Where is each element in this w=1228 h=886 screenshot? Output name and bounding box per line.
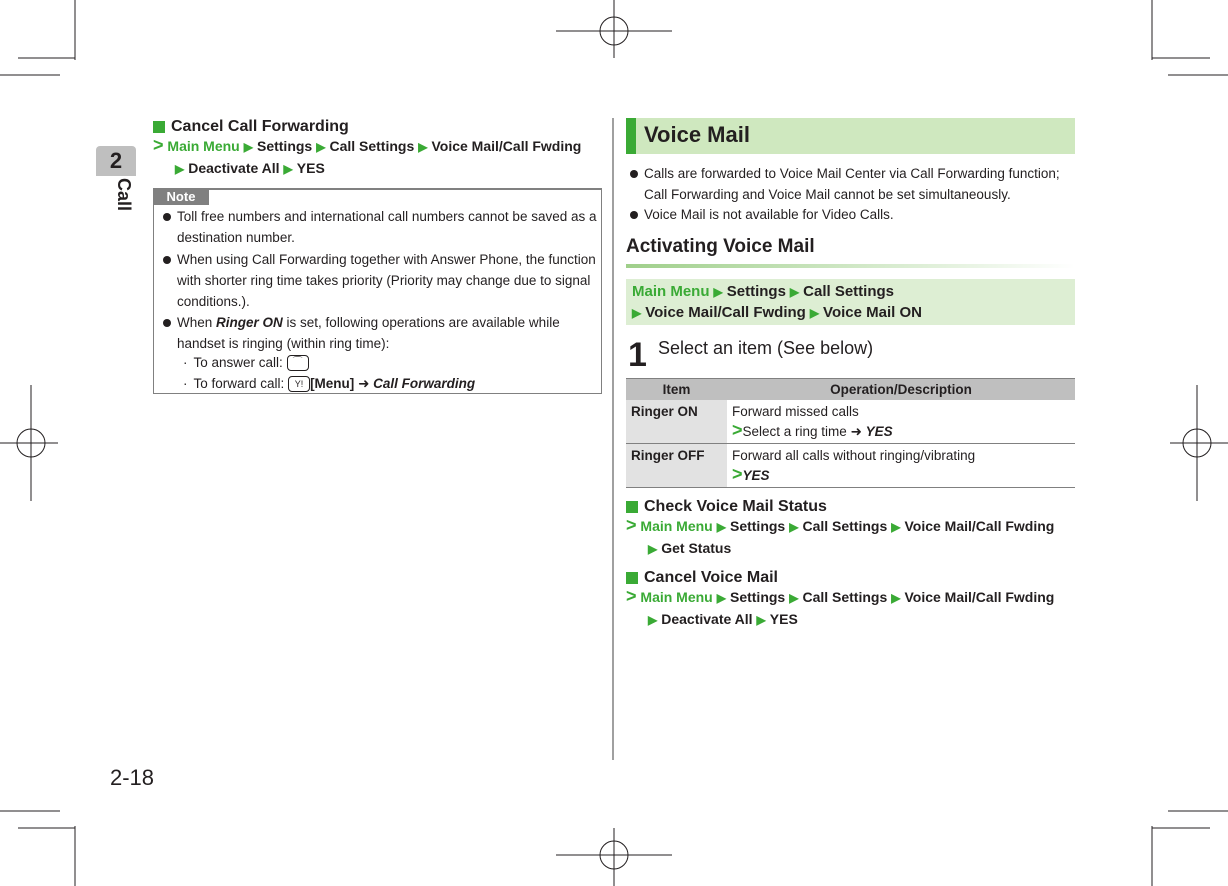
path-main-menu[interactable]: Main Menu xyxy=(640,518,713,534)
check-voice-mail-status-heading: Check Voice Mail Status xyxy=(626,498,827,516)
triangle-arrow-icon: ▶ xyxy=(891,520,901,534)
cancel-voice-mail-path xyxy=(626,587,1078,631)
cancel-call-forwarding-heading: Cancel Call Forwarding xyxy=(153,118,349,136)
path-call-settings[interactable]: Call Settings xyxy=(329,138,415,154)
bullet-dot-icon xyxy=(163,256,171,264)
square-bullet-icon xyxy=(626,501,638,513)
activating-voice-mail-heading: Activating Voice Mail xyxy=(626,236,815,257)
table-row xyxy=(626,444,1075,488)
chapter-name: Call xyxy=(114,178,134,212)
path-voice-mail-fwding[interactable]: Voice Mail/Call Fwding xyxy=(904,589,1055,605)
triangle-arrow-icon: ▶ xyxy=(716,591,726,605)
path-settings[interactable]: Settings xyxy=(729,518,786,534)
call-key-icon: ⌒ xyxy=(287,355,309,371)
ringer-on-emphasis: Ringer ON xyxy=(216,315,283,330)
voice-mail-header-accent xyxy=(626,118,636,154)
chapter-number-tab: 2 xyxy=(96,146,136,176)
path-deactivate-all[interactable]: Deactivate All xyxy=(661,611,753,627)
triangle-arrow-icon: ▶ xyxy=(175,162,185,176)
note-bullet-1: Toll free numbers and international call numbers cannot be saved as a destination number. xyxy=(177,206,597,248)
chevron-right-icon: > xyxy=(626,586,637,606)
triangle-arrow-icon: ▶ xyxy=(243,140,253,154)
path-deactivate-all[interactable]: Deactivate All xyxy=(188,160,280,176)
table-header-row xyxy=(626,379,1075,401)
square-bullet-icon xyxy=(626,572,638,584)
table-cell-item[interactable]: Ringer OFF xyxy=(626,444,727,488)
note-bullet-2: When using Call Forwarding together with Answer Phone, the function with shorter ring time takes priority (Priority may change due to signal conditions.). xyxy=(177,249,597,312)
path-call-settings[interactable]: Call Settings xyxy=(802,589,888,605)
path-settings[interactable]: Settings xyxy=(256,138,313,154)
table-row xyxy=(626,400,1075,444)
check-status-path xyxy=(626,516,1078,560)
voice-mail-title: Voice Mail xyxy=(644,122,750,147)
chevron-right-icon: > xyxy=(732,464,743,484)
chevron-right-icon: > xyxy=(732,420,743,440)
menu-key-label: [Menu] xyxy=(310,376,355,391)
bullet-dot-icon xyxy=(163,213,171,221)
path-yes[interactable]: YES xyxy=(296,160,325,176)
triangle-arrow-icon: ▶ xyxy=(809,306,820,320)
path-call-settings[interactable]: Call Settings xyxy=(803,283,895,300)
triangle-arrow-icon: ▶ xyxy=(789,520,799,534)
triangle-arrow-icon: ▶ xyxy=(789,591,799,605)
square-bullet-icon xyxy=(153,121,165,133)
triangle-arrow-icon: ▶ xyxy=(789,285,800,299)
chevron-right-icon: > xyxy=(153,135,164,155)
step-number: 1 xyxy=(628,336,647,374)
path-settings[interactable]: Settings xyxy=(726,283,786,300)
bullet-dot-icon xyxy=(163,319,171,327)
table-cell-desc: Forward all calls without ringing/vibrating >YES xyxy=(727,444,1075,488)
column-divider xyxy=(612,118,614,760)
table-header-item: Item xyxy=(626,379,727,401)
activating-menu-line-1 xyxy=(632,281,894,303)
path-main-menu[interactable]: Main Menu xyxy=(640,589,713,605)
path-settings[interactable]: Settings xyxy=(729,589,786,605)
call-forwarding-target: Call Forwarding xyxy=(373,376,476,391)
triangle-arrow-icon: ▶ xyxy=(756,613,766,627)
voice-mail-bullet-2: Voice Mail is not available for Video Calls. xyxy=(644,204,1074,225)
table-cell-desc: Forward missed calls >Select a ring time ➜ YES xyxy=(727,400,1075,444)
triangle-arrow-icon: ▶ xyxy=(418,140,428,154)
path-yes[interactable]: YES xyxy=(769,611,798,627)
path-voice-mail-fwding[interactable]: Voice Mail/Call Fwding xyxy=(645,304,806,321)
heading-underline xyxy=(626,264,1075,268)
triangle-arrow-icon: ▶ xyxy=(716,520,726,534)
path-voice-mail-on[interactable]: Voice Mail ON xyxy=(823,304,922,321)
y-key-icon: Y! xyxy=(288,376,310,392)
table-header-operation: Operation/Description xyxy=(727,379,1075,401)
cancel-voice-mail-heading: Cancel Voice Mail xyxy=(626,569,778,587)
triangle-arrow-icon: ▶ xyxy=(648,542,658,556)
path-get-status[interactable]: Get Status xyxy=(661,540,732,556)
activating-menu-line-2 xyxy=(628,302,922,324)
bullet-dot-icon xyxy=(630,170,638,178)
note-bullet-3: When Ringer ON is set, following operations are available while handset is ringing (within ring time): xyxy=(177,312,597,354)
path-main-menu[interactable]: Main Menu xyxy=(167,138,240,154)
path-main-menu[interactable]: Main Menu xyxy=(632,283,710,300)
page-number: 2-18 xyxy=(110,765,155,790)
path-voice-mail-fwding[interactable]: Voice Mail/Call Fwding xyxy=(904,518,1055,534)
chevron-right-icon: > xyxy=(626,515,637,535)
note-sub-forward: · To forward call: Y! [Menu] ➜ Call Forwarding xyxy=(183,376,476,391)
table-cell-item[interactable]: Ringer ON xyxy=(626,400,727,444)
bullet-dot-icon xyxy=(630,211,638,219)
path-voice-mail-fwding[interactable]: Voice Mail/Call Fwding xyxy=(431,138,582,154)
triangle-arrow-icon: ▶ xyxy=(891,591,901,605)
operations-table xyxy=(626,378,1075,488)
triangle-arrow-icon: ▶ xyxy=(283,162,293,176)
cancel-forwarding-path xyxy=(153,136,605,180)
note-label: Note xyxy=(153,188,209,205)
arrow-right-icon: ➜ xyxy=(358,376,370,391)
arrow-right-icon: ➜ xyxy=(850,424,862,439)
triangle-arrow-icon: ▶ xyxy=(632,306,642,320)
triangle-arrow-icon: ▶ xyxy=(713,285,723,299)
note-sub-answer: · To answer call: ⌒ xyxy=(183,352,583,373)
triangle-arrow-icon: ▶ xyxy=(648,613,658,627)
step-text: Select an item (See below) xyxy=(658,338,874,358)
path-call-settings[interactable]: Call Settings xyxy=(802,518,888,534)
triangle-arrow-icon: ▶ xyxy=(316,140,326,154)
voice-mail-bullet-1: Calls are forwarded to Voice Mail Center via Call Forwarding function; Call Forwarding and Voice Mail cannot be set simultaneously. xyxy=(644,163,1074,205)
